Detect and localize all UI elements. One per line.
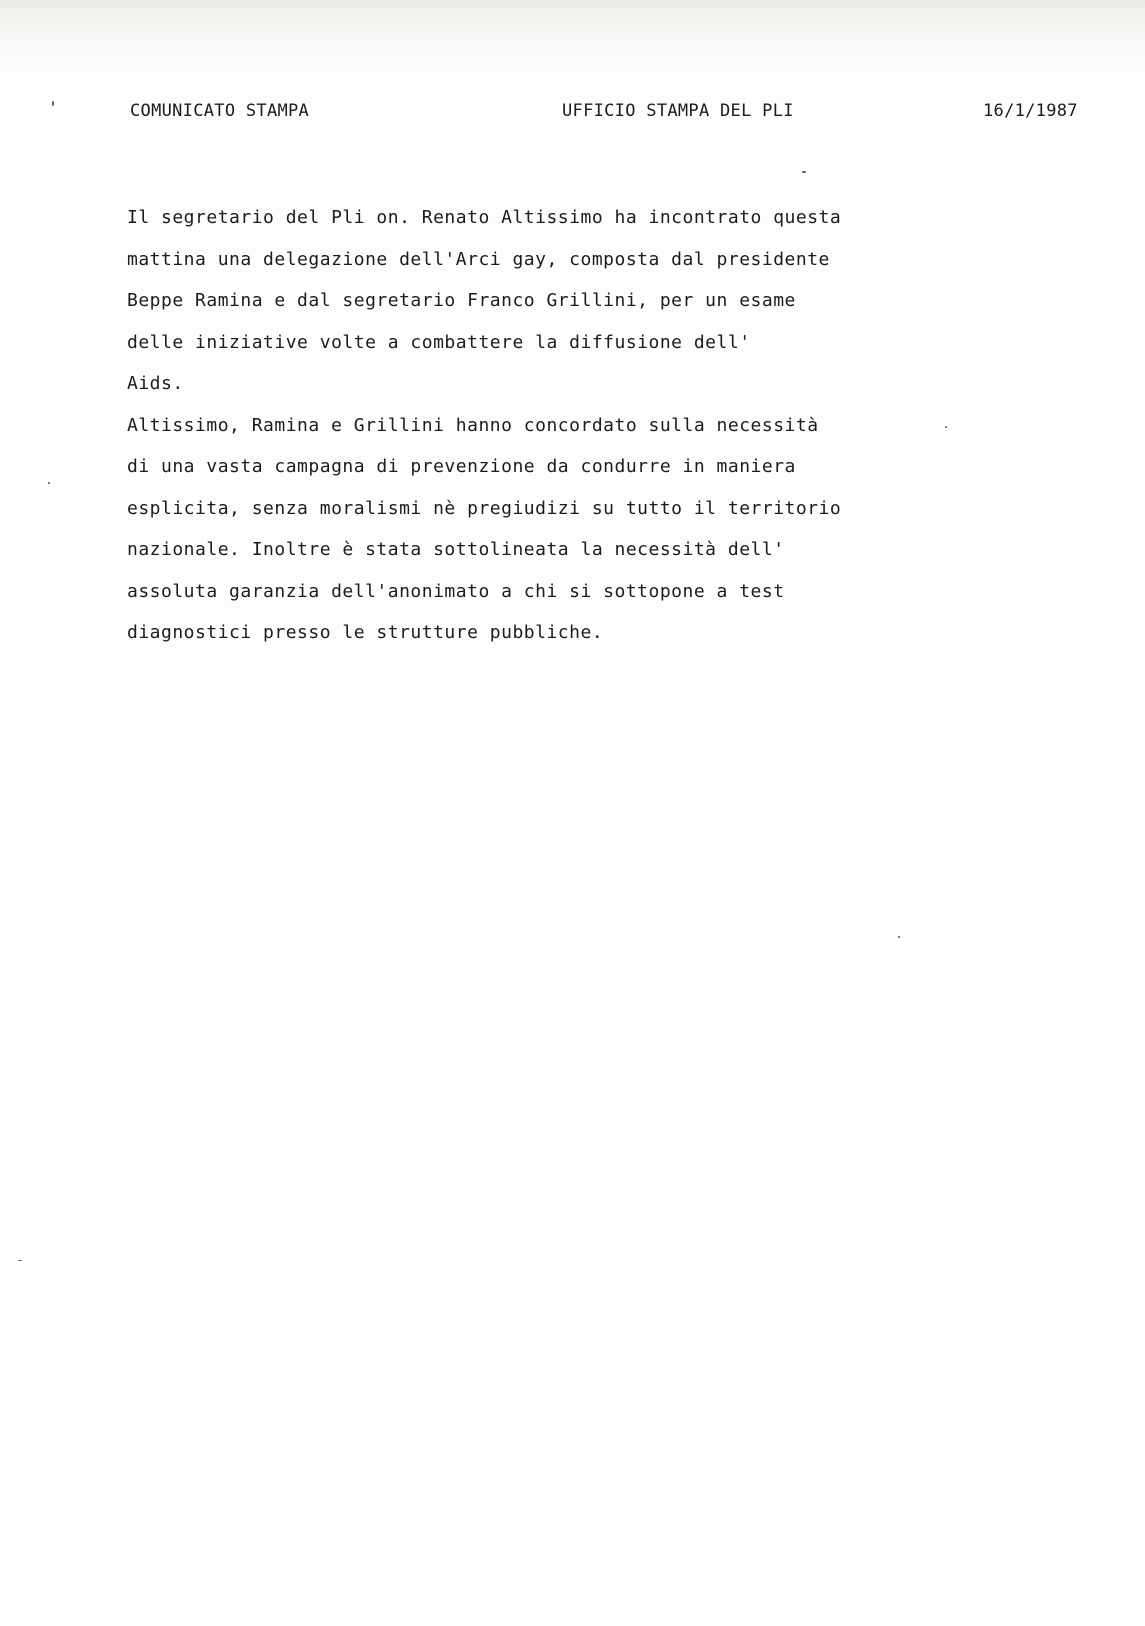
scan-speck: [48, 482, 50, 484]
scan-shadow: [0, 0, 1145, 70]
body-line: nazionale. Inoltre è stata sottolineata la necessità dell': [127, 539, 785, 560]
body-line: delle iniziative volte a combattere la diffusione dell': [127, 331, 751, 353]
body-line: Beppe Ramina e dal segretario Franco Grillini, per un esame: [127, 290, 796, 311]
press-release-body: [127, 203, 1027, 660]
scan-speck: [18, 1260, 22, 1261]
issuing-office: UFFICIO STAMPA DEL PLI: [562, 101, 794, 121]
scan-speck: [945, 426, 947, 428]
scan-speck: [52, 101, 54, 106]
body-line: mattina una delegazione dell'Arci gay, composta dal presidente: [127, 248, 830, 270]
body-line: assoluta garanzia dell'anonimato a chi si sottopone a test: [127, 580, 785, 602]
body-line: di una vasta campagna di prevenzione da condurre in maniera: [127, 456, 796, 477]
body-line: esplicita, senza moralismi nè pregiudizi su tutto il territorio: [127, 497, 842, 519]
document-header: [0, 101, 1145, 127]
body-line: Altissimo, Ramina e Grillini hanno concordato sulla necessità: [127, 414, 819, 436]
scan-speck: [802, 171, 806, 173]
body-line: Il segretario del Pli on. Renato Altissimo ha incontrato questa: [127, 207, 842, 228]
body-line: diagnostici presso le strutture pubbliche.: [127, 622, 604, 643]
body-line: Aids.: [127, 373, 184, 394]
scan-speck: [898, 936, 900, 938]
document-date: 16/1/1987: [983, 101, 1078, 121]
document-type: COMUNICATO STAMPA: [130, 101, 310, 121]
